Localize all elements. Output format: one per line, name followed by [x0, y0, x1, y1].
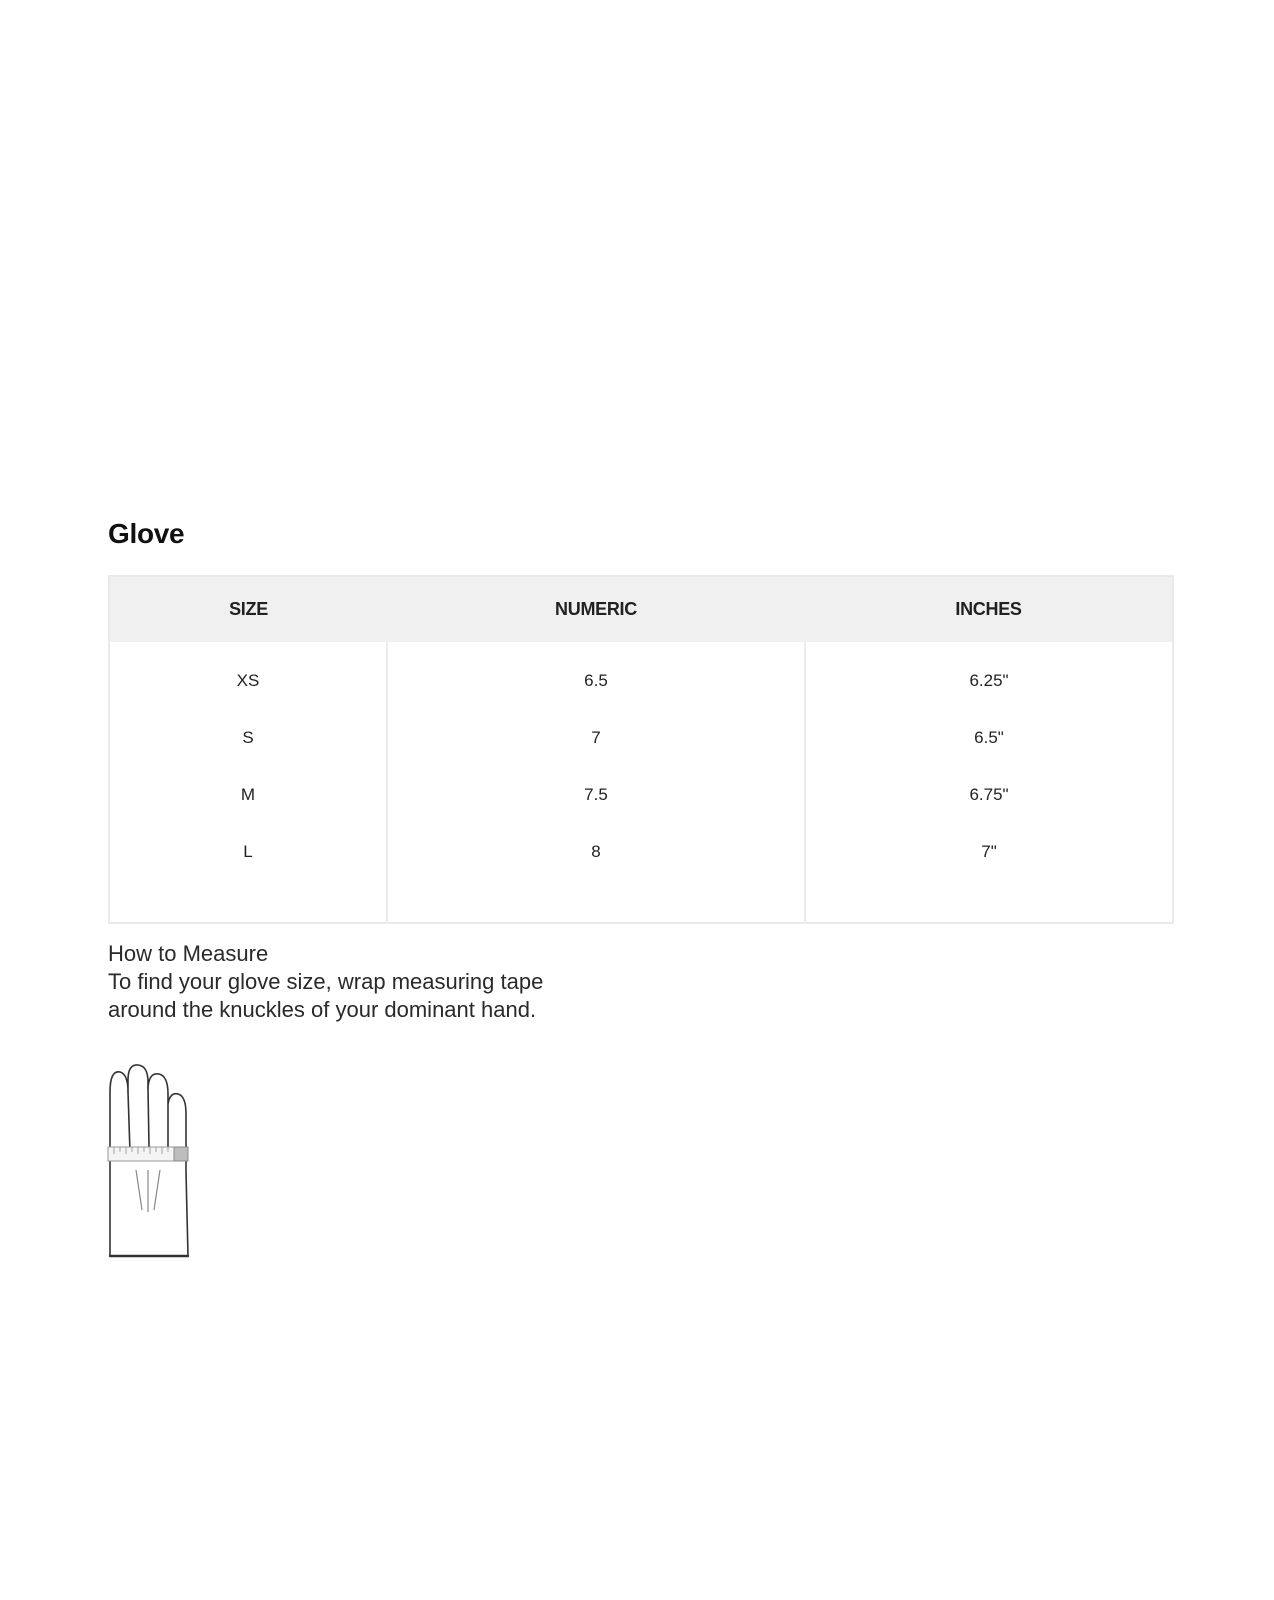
cell-numeric: 7.5 [387, 766, 805, 823]
cell-size: S [242, 727, 254, 747]
measure-instruction-line-1: To find your glove size, wrap measuring tape [108, 969, 544, 994]
table-row [109, 766, 1173, 823]
header-numeric: NUMERIC [555, 599, 637, 619]
table-spacer-row [109, 880, 1173, 923]
cell-size: M [240, 784, 256, 804]
table-body [109, 642, 1173, 923]
how-to-measure [108, 940, 543, 1024]
table-header [109, 576, 1173, 642]
cell-numeric: 6.5 [387, 642, 805, 709]
table-row [109, 823, 1173, 880]
cell-numeric: 8 [387, 823, 805, 880]
glove-measuring-icon [104, 1062, 200, 1272]
cell-size: XS [236, 670, 260, 690]
table-header-row [109, 576, 1173, 642]
table-row [109, 709, 1173, 766]
header-inches: INCHES [955, 599, 1022, 619]
measure-instruction-line-2: around the knuckles of your dominant hand. [108, 997, 537, 1022]
cell-inches: 7" [805, 823, 1173, 880]
measure-heading: How to Measure [108, 941, 269, 966]
header-size: SIZE [229, 599, 268, 619]
table-row [109, 642, 1173, 709]
cell-numeric: 7 [387, 709, 805, 766]
cell-inches: 6.75" [805, 766, 1173, 823]
cell-inches: 6.5" [805, 709, 1173, 766]
page-title: Glove [108, 518, 185, 549]
cell-inches: 6.25" [805, 642, 1173, 709]
cell-size: L [243, 841, 253, 861]
glove-size-table [108, 575, 1174, 924]
